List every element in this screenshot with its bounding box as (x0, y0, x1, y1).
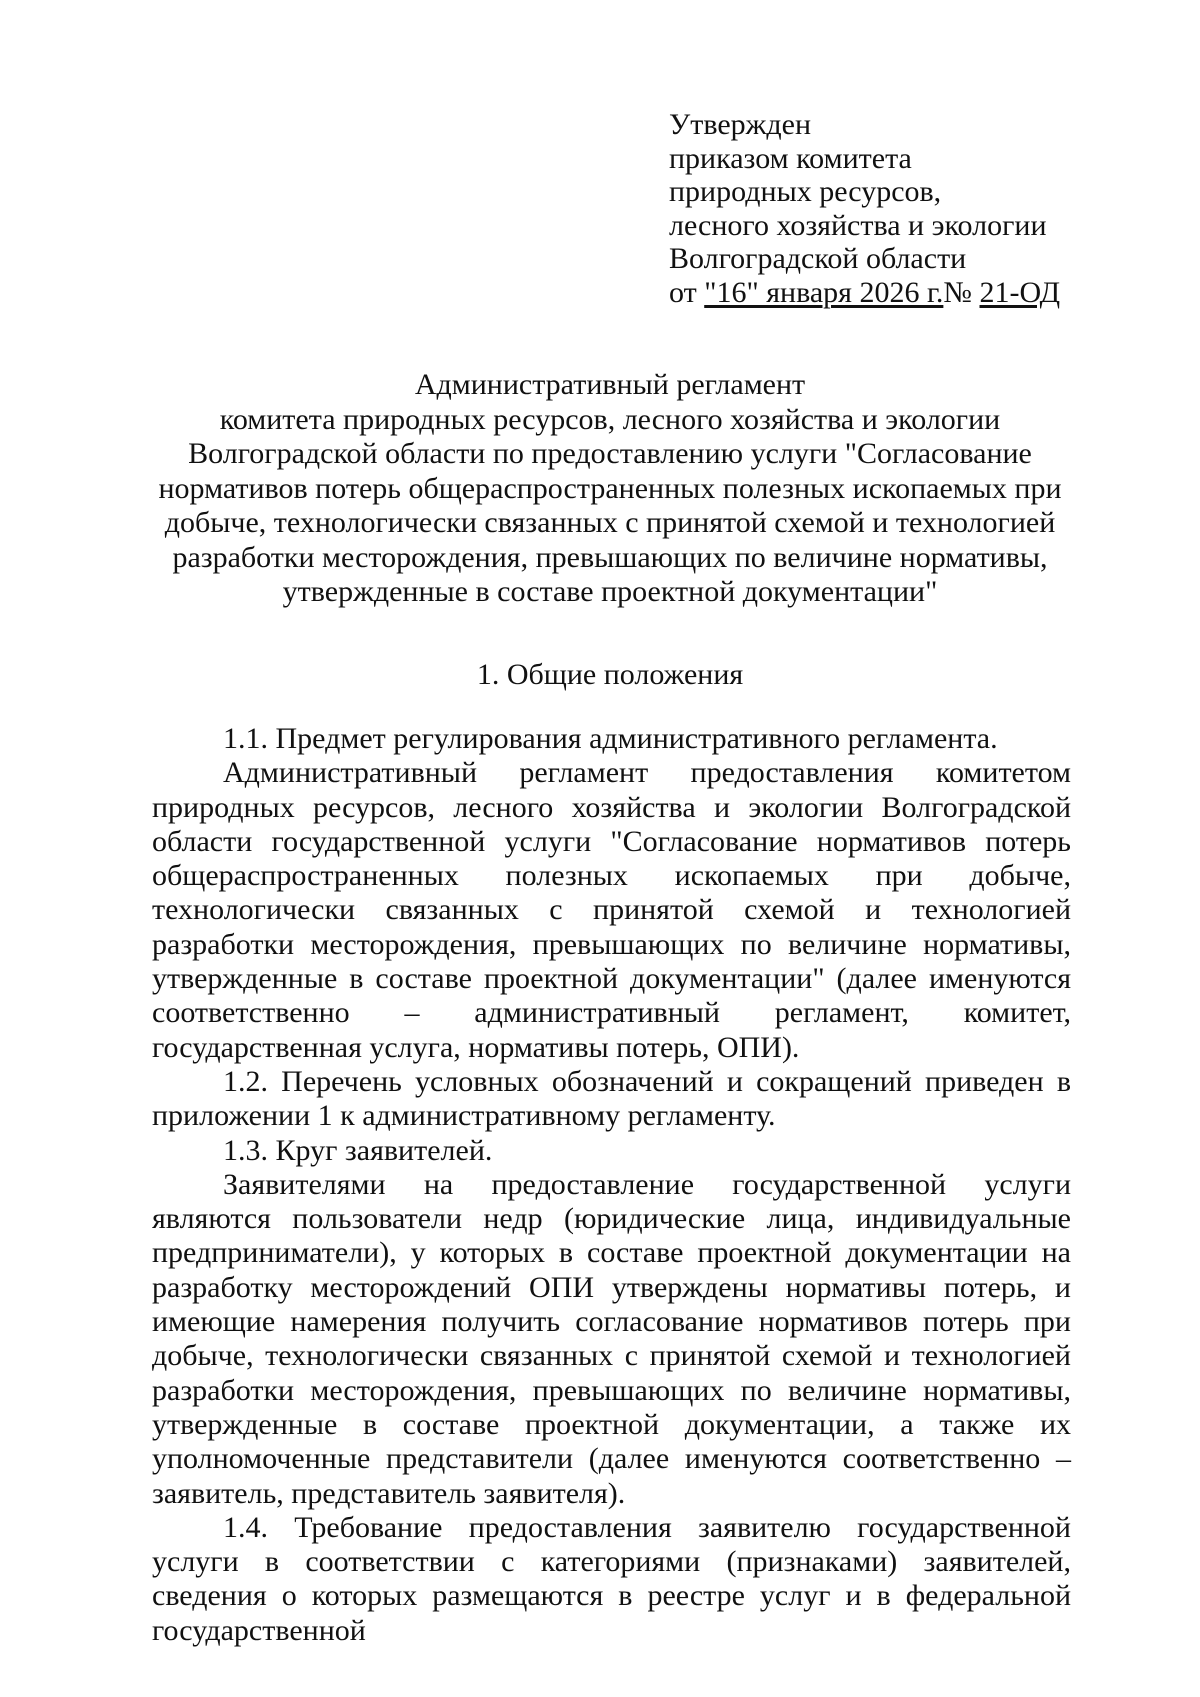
document-title (150, 368, 1070, 610)
approval-line: природных ресурсов, (669, 175, 942, 208)
paragraph-1-1-body: Административный регламент предоставления комитетом природных ресурсов, лесного хозяйства и экологии Волгоградской области государственной услуги "Согласование нормативов потерь общераспространенных полезных ископаемых при добыче, технологически связанных с принятой схемой и технологией разработки месторождения, превышающих по величине нормативы, утвержденные в составе проектной документации" (далее именуются соответственно – административный регламент, комитет, государственная услуга, нормативы потерь, ОПИ). (152, 756, 1071, 1064)
approval-number-sign: № (943, 275, 980, 309)
title-line: добыче, технологически связанных с принятой схемой и технологией (164, 506, 1056, 539)
paragraph-1-1: 1.1. Предмет регулирования административного регламента. (223, 722, 998, 755)
title-line: Волгоградской области по предоставлению услуги "Согласование (188, 437, 1032, 470)
approval-line: Волгоградской области (669, 242, 967, 275)
approval-line: Утвержден (669, 108, 812, 141)
approval-line: приказом комитета (669, 141, 912, 175)
approval-stamp (669, 108, 1060, 309)
approval-date-line (669, 276, 1060, 310)
title-line: нормативов потерь общераспространенных полезных ископаемых при (158, 471, 1062, 505)
paragraph-1-3: 1.3. Круг заявителей. (223, 1133, 493, 1167)
paragraph-1-2: 1.2. Перечень условных обозначений и сокращений приведен в приложении 1 к административному регламенту. (152, 1064, 1071, 1133)
title-line: разработки месторождения, превышающих по величине нормативы, (172, 540, 1048, 574)
approval-date: "16" января 2026 г. (704, 275, 944, 309)
title-line: утвержденные в составе проектной документации" (282, 575, 938, 608)
approval-prefix: от (669, 275, 705, 309)
section-heading: 1. Общие положения (476, 658, 744, 691)
document-body (152, 722, 1071, 1648)
title-line: Административный регламент (414, 368, 806, 401)
approval-number: 21-ОД (979, 275, 1061, 309)
paragraph-1-4: 1.4. Требование предоставления заявителю государственной услуги в соответствии с категориями (признаками) заявителей, сведения о которых размещаются в реестре услуг и в федеральной государственной (152, 1510, 1071, 1647)
paragraph-1-3-body: Заявителями на предоставление государственной услуги являются пользователи недр (юридические лица, индивидуальные предприниматели), у которых в составе проектной документации на разработку месторождений ОПИ утверждены нормативы потерь, и имеющие намерения получить согласование нормативов потерь при добыче, технологически связанных с принятой схемой и технологией разработки месторождения, превышающих по величине нормативы, утвержденные в составе проектной документации, а также их уполномоченные представители (далее именуются соответственно – заявитель, представитель заявителя). (152, 1167, 1071, 1510)
approval-line: лесного хозяйства и экологии (669, 208, 1047, 242)
title-line: комитета природных ресурсов, лесного хозяйства и экологии (219, 402, 1001, 436)
